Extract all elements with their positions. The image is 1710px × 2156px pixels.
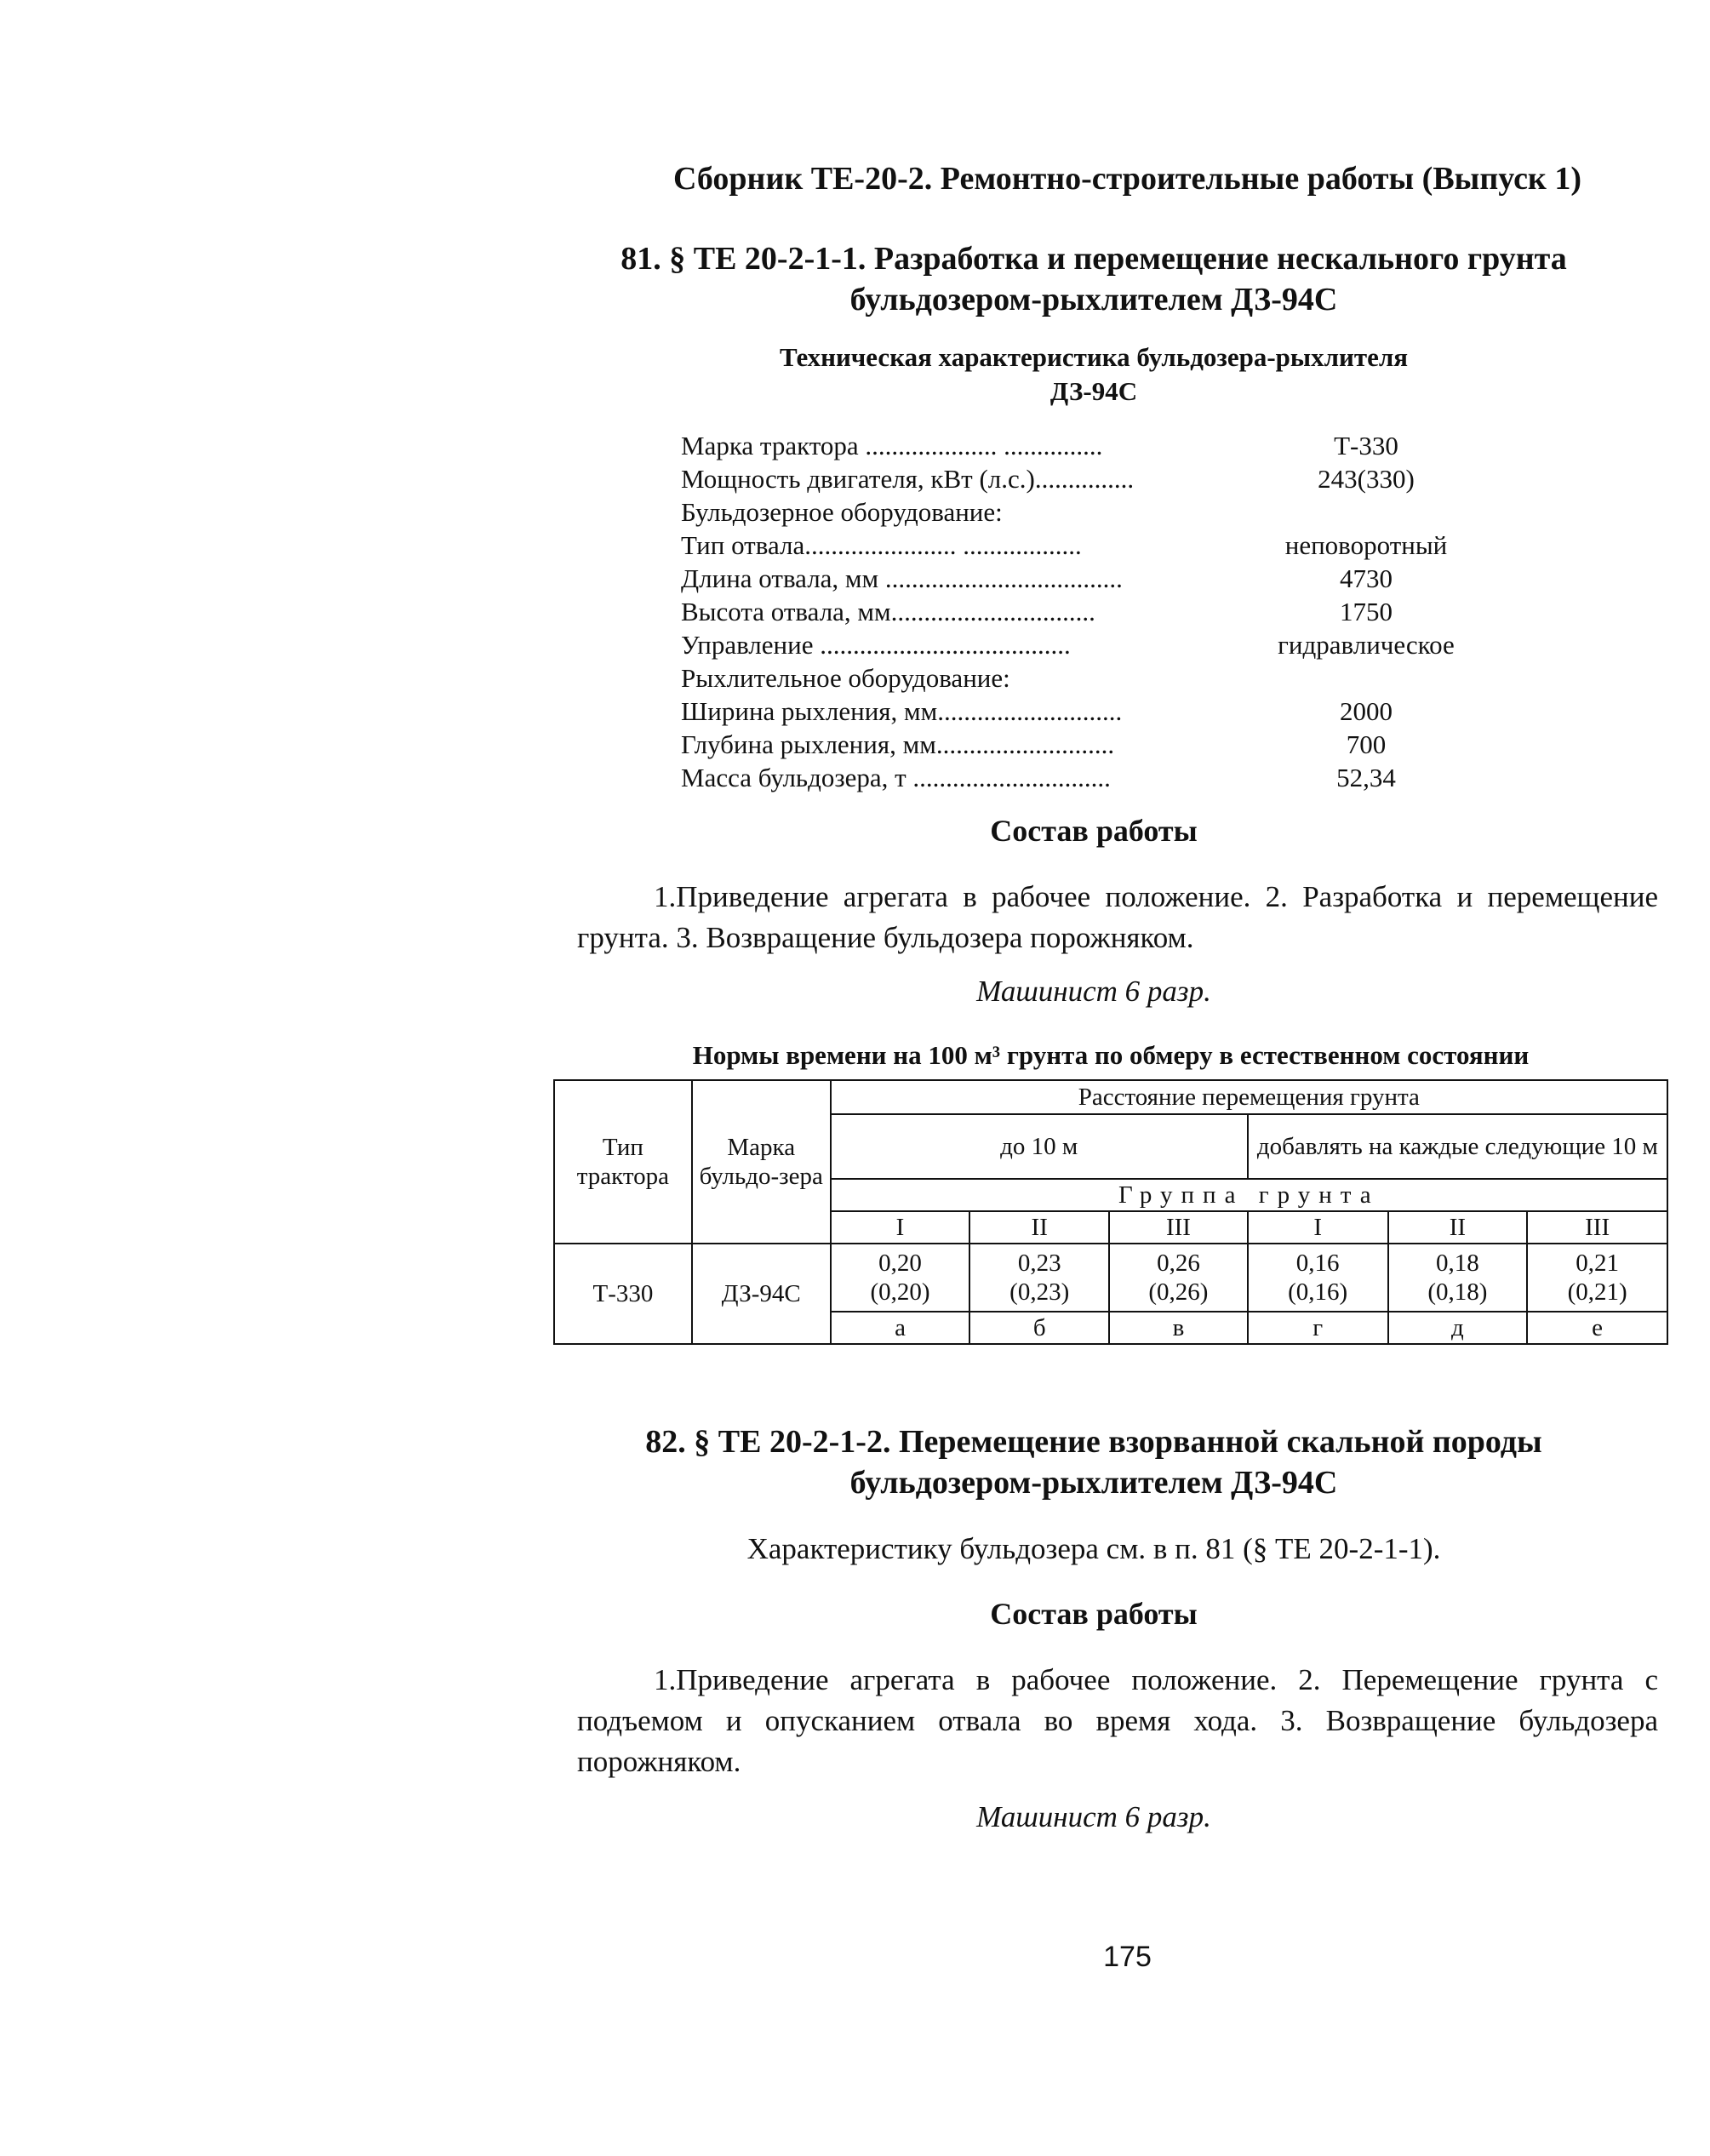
spec-value: 52,34 xyxy=(1336,763,1396,792)
spec-label: Управление ...................................... xyxy=(681,630,1071,660)
section-82-reference: Характеристику бульдозера см. в п. 81 (§ ТЕ 20-2-1-1). xyxy=(746,1532,1441,1565)
cell-value xyxy=(831,1244,970,1312)
cell-letter: е xyxy=(1527,1312,1667,1344)
cell-letter: в xyxy=(1109,1312,1248,1344)
spec-row xyxy=(681,728,1515,761)
header-group: III xyxy=(1527,1211,1667,1244)
section-82-title-line1: 82. § ТЕ 20-2-1-2. Перемещение взорванной скальной породы xyxy=(645,1424,1542,1460)
spec-row xyxy=(681,462,1515,495)
spec-label: Мощность двигателя, кВт (л.с.)............... xyxy=(681,464,1135,494)
spec-value: 1750 xyxy=(1340,597,1393,626)
value-main: 0,21 xyxy=(1576,1250,1619,1277)
cell-value xyxy=(1388,1244,1528,1312)
spec-value: 2000 xyxy=(1340,696,1393,726)
norms-table-title: Нормы времени на 100 м³ грунта по обмеру в естественном состоянии xyxy=(692,1040,1530,1070)
header-up-to-10m: до 10 м xyxy=(831,1114,1248,1179)
header-group: I xyxy=(1248,1211,1388,1244)
cell-letter: б xyxy=(969,1312,1109,1344)
spec-label: Длина отвала, мм .................................... xyxy=(681,563,1123,593)
section-81-composition-heading: Состав работы xyxy=(990,814,1198,848)
section-82-crew: Машинист 6 разр. xyxy=(976,1800,1211,1833)
spec-row xyxy=(681,628,1515,661)
cell-letter: д xyxy=(1388,1312,1528,1344)
section-82-title-line2: бульдозером-рыхлителем ДЗ-94С xyxy=(849,1465,1338,1501)
header-distance: Расстояние перемещения грунта xyxy=(831,1080,1667,1114)
section-81-composition-text xyxy=(577,877,1658,958)
section-82-composition-heading: Состав работы xyxy=(990,1597,1198,1631)
spec-row xyxy=(681,495,1515,529)
spec-value: 4730 xyxy=(1340,563,1393,593)
collection-title: Сборник ТЕ-20-2. Ремонтно-строительные работы (Выпуск 1) xyxy=(673,161,1581,197)
header-tractor-type: Тип трактора xyxy=(554,1080,692,1244)
spec-label: Высота отвала, мм............................... xyxy=(681,597,1095,626)
section-81-crew: Машинист 6 разр. xyxy=(976,975,1211,1008)
section-81-title-line1: 81. § ТЕ 20-2-1-1. Разработка и перемещение нескального грунта xyxy=(621,241,1567,277)
cell-letter: г xyxy=(1248,1312,1388,1344)
spec-label: Масса бульдозера, т .............................. xyxy=(681,763,1111,792)
spec-label: Бульдозерное оборудование: xyxy=(681,497,1003,527)
spec-row xyxy=(681,761,1515,794)
spec-row xyxy=(681,429,1515,462)
header-group: I xyxy=(831,1211,970,1244)
cell-value xyxy=(969,1244,1109,1312)
norms-table xyxy=(553,1079,1668,1345)
spec-value: гидравлическое xyxy=(1278,630,1455,660)
section-82-title xyxy=(545,1421,1643,1503)
cell-tractor: Т-330 xyxy=(554,1244,692,1344)
spec-title-line2: ДЗ-94С xyxy=(1049,376,1138,406)
spec-value: 700 xyxy=(1346,729,1387,759)
value-main: 0,23 xyxy=(1017,1250,1061,1277)
section-81-title xyxy=(545,238,1643,320)
spec-label: Марка трактора .................... ............... xyxy=(681,431,1103,460)
spec-row xyxy=(681,562,1515,595)
spec-list xyxy=(681,429,1515,794)
spec-label: Ширина рыхления, мм............................ xyxy=(681,696,1123,726)
spec-row xyxy=(681,595,1515,628)
spec-label: Рыхлительное оборудование: xyxy=(681,663,1010,693)
spec-value: неповоротный xyxy=(1284,530,1448,560)
header-bulldozer-brand: Марка бульдо-зера xyxy=(692,1080,831,1244)
header-group: II xyxy=(1388,1211,1528,1244)
spec-value: Т-330 xyxy=(1334,431,1398,460)
spec-title xyxy=(545,340,1643,409)
spec-label: Тип отвала....................... .................. xyxy=(681,530,1082,560)
section-81-composition-body: 1.Приведение агрегата в рабочее положение. 2. Разработка и перемещение грунта. 3. Возвращение бульдозера порожняком. xyxy=(577,880,1658,954)
value-main: 0,18 xyxy=(1436,1250,1479,1277)
value-paren: (0,20) xyxy=(870,1278,930,1306)
cell-bulldozer: ДЗ-94С xyxy=(692,1244,831,1344)
header-add-each-10m: добавлять на каждые следующие 10 м xyxy=(1248,1114,1667,1179)
spec-label: Глубина рыхления, мм........................... xyxy=(681,729,1115,759)
section-82-composition-text xyxy=(577,1660,1658,1782)
value-main: 0,16 xyxy=(1295,1250,1340,1277)
value-paren: (0,23) xyxy=(1009,1278,1070,1306)
cell-letter: а xyxy=(831,1312,970,1344)
header-group: II xyxy=(969,1211,1109,1244)
section-81-title-line2: бульдозером-рыхлителем ДЗ-94С xyxy=(849,282,1338,317)
cell-value xyxy=(1109,1244,1248,1312)
header-group: III xyxy=(1109,1211,1248,1244)
section-82-composition-body: 1.Приведение агрегата в рабочее положение. 2. Перемещение грунта с подъемом и опусканием отвала во время хода. 3. Возвращение бульдозера порожняком. xyxy=(577,1663,1658,1778)
value-paren: (0,26) xyxy=(1148,1278,1209,1306)
cell-value xyxy=(1248,1244,1388,1312)
value-paren: (0,21) xyxy=(1567,1278,1627,1306)
header-soil-group: Группа грунта xyxy=(831,1179,1667,1211)
spec-row xyxy=(681,661,1515,695)
spec-title-line1: Техническая характеристика бульдозера-рыхлителя xyxy=(779,342,1409,372)
spec-value: 243(330) xyxy=(1318,464,1415,494)
spec-row xyxy=(681,529,1515,562)
value-paren: (0,16) xyxy=(1288,1278,1348,1306)
value-main: 0,26 xyxy=(1157,1250,1200,1277)
cell-value xyxy=(1527,1244,1667,1312)
spec-row xyxy=(681,695,1515,728)
value-main: 0,20 xyxy=(878,1250,922,1277)
value-paren: (0,18) xyxy=(1427,1278,1488,1306)
page-number: 175 xyxy=(1103,1941,1152,1973)
